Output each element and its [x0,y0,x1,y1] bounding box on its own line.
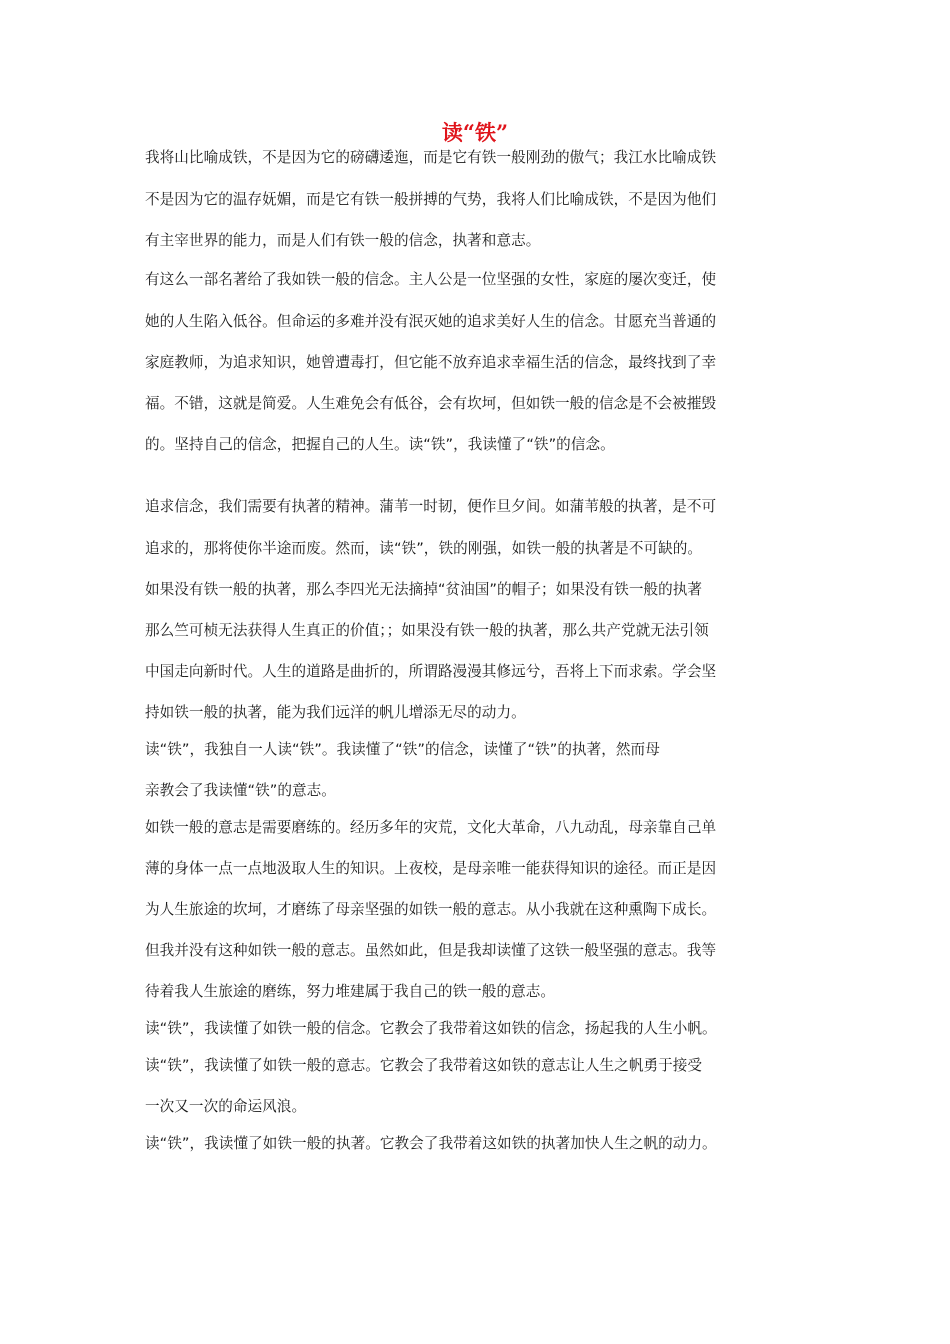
document-title: 读“铁” [441,120,509,145]
text-line-18: 薄的身体一点一点地汲取人生的知识。上夜校，是母亲唯一能获得知识的途径。而正是因 [145,860,717,877]
text-line-1: 我将山比喻成铁，不是因为它的磅礴逶迤，而是它有铁一般刚劲的傲气；我江水比喻成铁 [145,149,717,166]
text-line-21: 待着我人生旅途的磨练，努力堆建属于我自己的铁一般的意志。 [145,983,556,1000]
text-line-13: 中国走向新时代。人生的道路是曲折的，所谓路漫漫其修远兮，吾将上下而求索。学会坚 [145,663,717,680]
text-line-12: 那么竺可桢无法获得人生真正的价值；；如果没有铁一般的执著，那么共产党就无法引领 [145,622,709,639]
text-line-22: 读“铁”，我读懂了如铁一般的信念。它教会了我带着这如铁的信念，扬起我的人生小帆。 [145,1020,717,1037]
text-line-8: 的。坚持自己的信念，把握自己的人生。读“铁”，我读懂了“铁”的信念。 [145,436,615,453]
text-line-5: 她的人生陷入低谷。但命运的多难并没有泯灭她的追求美好人生的信念。甘愿充当普通的 [145,313,717,330]
text-line-19: 为人生旅途的坎坷，才磨练了母亲坚强的如铁一般的意志。从小我就在这种熏陶下成长。 [145,901,717,918]
text-line-7: 福。不错，这就是简爱。人生难免会有低谷，会有坎坷，但如铁一般的信念是不会被摧毁 [145,395,717,412]
text-line-16: 亲教会了我读懂“铁”的意志。 [145,782,336,799]
text-line-17: 如铁一般的意志是需要磨练的。经历多年的灾荒，文化大革命，八九动乱，母亲靠自己单 [145,819,717,836]
text-line-11: 如果没有铁一般的执著，那么李四光无法摘掉“贫油国”的帽子；如果没有铁一般的执著 [145,581,703,598]
text-line-14: 持如铁一般的执著，能为我们远洋的帆儿增添无尽的动力。 [145,704,526,721]
text-line-9: 追求信念，我们需要有执著的精神。蒲苇一时韧，便作旦夕间。如蒲苇般的执著，是不可 [145,498,717,515]
text-line-2: 不是因为它的温存妩媚，而是它有铁一般拼搏的气势，我将人们比喻成铁，不是因为他们 [145,191,717,208]
text-line-3: 有主宰世界的能力，而是人们有铁一般的信念，执著和意志。 [145,232,541,249]
text-line-25: 读“铁”，我读懂了如铁一般的执著。它教会了我带着这如铁的执著加快人生之帆的动力。 [145,1135,717,1152]
text-line-10: 追求的，那将使你半途而废。然而，读“铁”，铁的刚强，如铁一般的执著是不可缺的。 [145,540,703,557]
text-line-15: 读“铁”，我独自一人读“铁”。我读懂了“铁”的信念，读懂了“铁”的执著，然而母 [145,741,660,758]
text-line-6: 家庭教师，为追求知识，她曾遭毒打，但它能不放弃追求幸福生活的信念，最终找到了幸 [145,354,717,371]
text-line-20: 但我并没有这种如铁一般的意志。虽然如此，但是我却读懂了这铁一般坚强的意志。我等 [145,942,717,959]
text-line-4: 有这么一部名著给了我如铁一般的信念。主人公是一位坚强的女性，家庭的屡次变迁，使 [145,271,717,288]
text-line-24: 一次又一次的命运风浪。 [145,1098,307,1115]
text-line-23: 读“铁”，我读懂了如铁一般的意志。它教会了我带着这如铁的意志让人生之帆勇于接受 [145,1057,703,1074]
